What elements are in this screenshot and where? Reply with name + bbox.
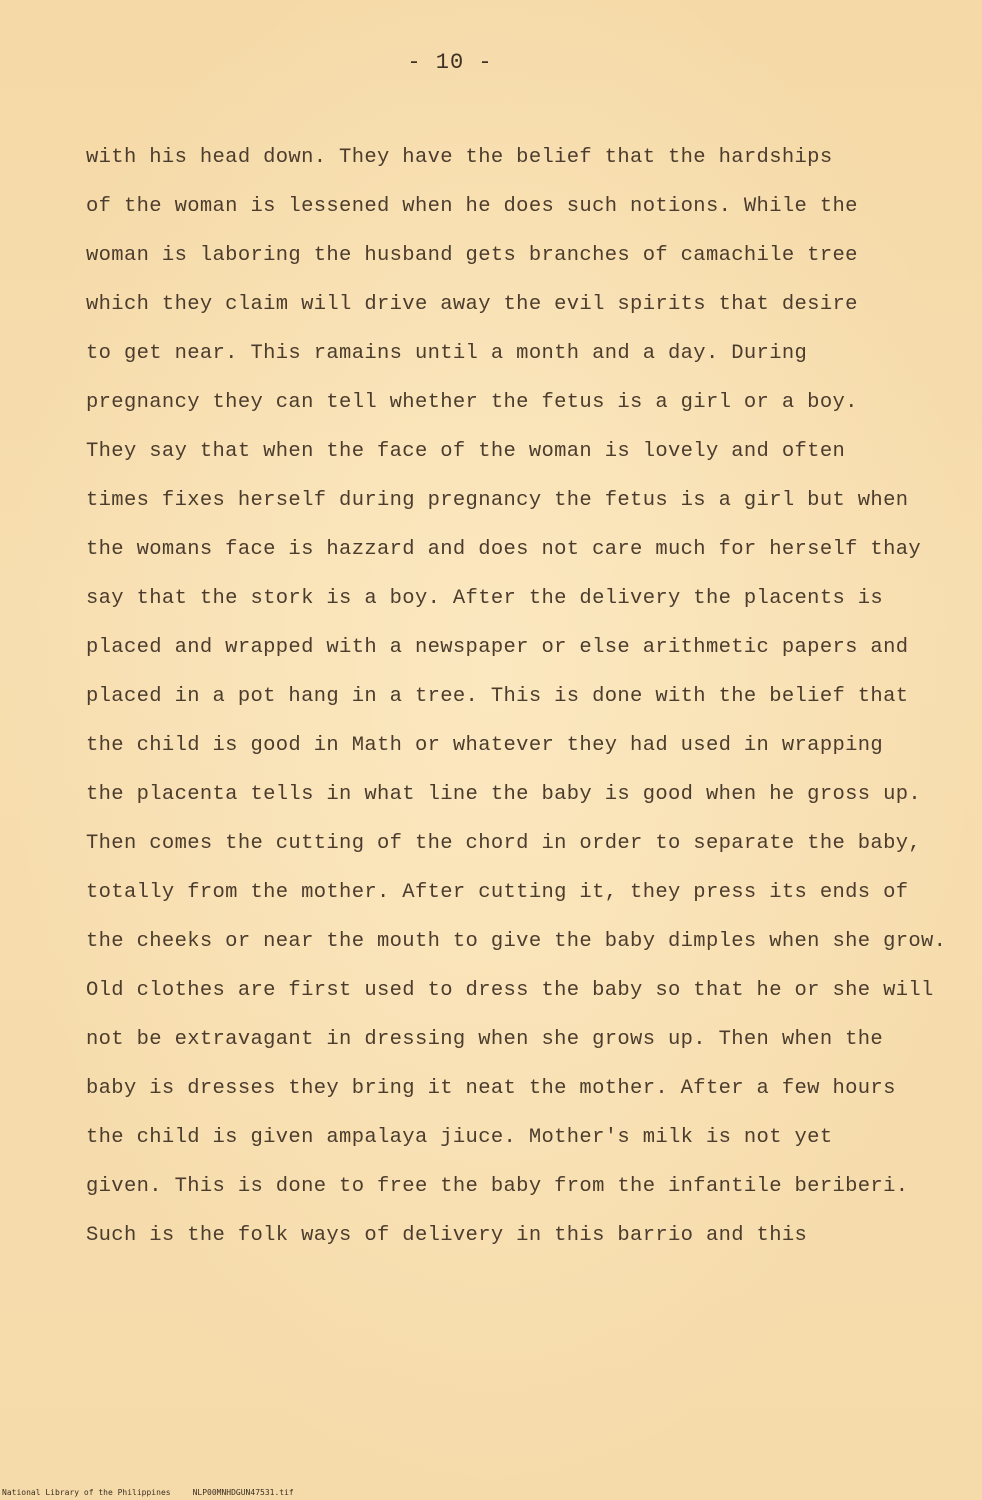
text-line: baby is dresses they bring it neat the mother. After a few hours bbox=[86, 1077, 896, 1100]
text-line: the child is given ampalaya jiuce. Mother's milk is not yet bbox=[86, 1126, 833, 1149]
text-line: the cheeks or near the mouth to give the baby dimples when she grow. bbox=[86, 930, 947, 953]
text-line: woman is laboring the husband gets branches of camachile tree bbox=[86, 244, 858, 267]
text-line: of the woman is lessened when he does such notions. While the bbox=[86, 195, 858, 218]
page-number: - 10 - bbox=[407, 50, 493, 75]
text-line: placed in a pot hang in a tree. This is done with the belief that bbox=[86, 685, 909, 708]
text-line: to get near. This ramains until a month and a day. During bbox=[86, 342, 808, 365]
scan-footer bbox=[2, 1488, 294, 1498]
text-line: times fixes herself during pregnancy the fetus is a girl but when bbox=[86, 489, 909, 512]
text-line: totally from the mother. After cutting it, they press its ends of bbox=[86, 881, 909, 904]
text-line: They say that when the face of the woman is lovely and often bbox=[86, 440, 846, 463]
text-line: with his head down. They have the belief that the hardships bbox=[86, 146, 833, 169]
file-name: NLP00MNHDGUN47531.tif bbox=[192, 1488, 294, 1497]
text-line: which they claim will drive away the evil spirits that desire bbox=[86, 293, 858, 316]
text-line: say that the stork is a boy. After the delivery the placents is bbox=[86, 587, 884, 610]
text-line: Such is the folk ways of delivery in this barrio and this bbox=[86, 1224, 808, 1247]
text-line: pregnancy they can tell whether the fetus is a girl or a boy. bbox=[86, 391, 858, 414]
text-line: Then comes the cutting of the chord in order to separate the baby, bbox=[86, 832, 922, 855]
library-credit: National Library of the Philippines bbox=[2, 1488, 171, 1497]
text-line: not be extravagant in dressing when she grows up. Then when the bbox=[86, 1028, 884, 1051]
text-line: the womans face is hazzard and does not care much for herself thay bbox=[86, 538, 922, 561]
text-line: placed and wrapped with a newspaper or else arithmetic papers and bbox=[86, 636, 909, 659]
text-line: the child is good in Math or whatever they had used in wrapping bbox=[86, 734, 884, 757]
text-line: Old clothes are first used to dress the baby so that he or she will bbox=[86, 979, 934, 1002]
text-line: the placenta tells in what line the baby is good when he gross up. bbox=[86, 783, 922, 806]
text-line: given. This is done to free the baby from the infantile beriberi. bbox=[86, 1175, 909, 1198]
